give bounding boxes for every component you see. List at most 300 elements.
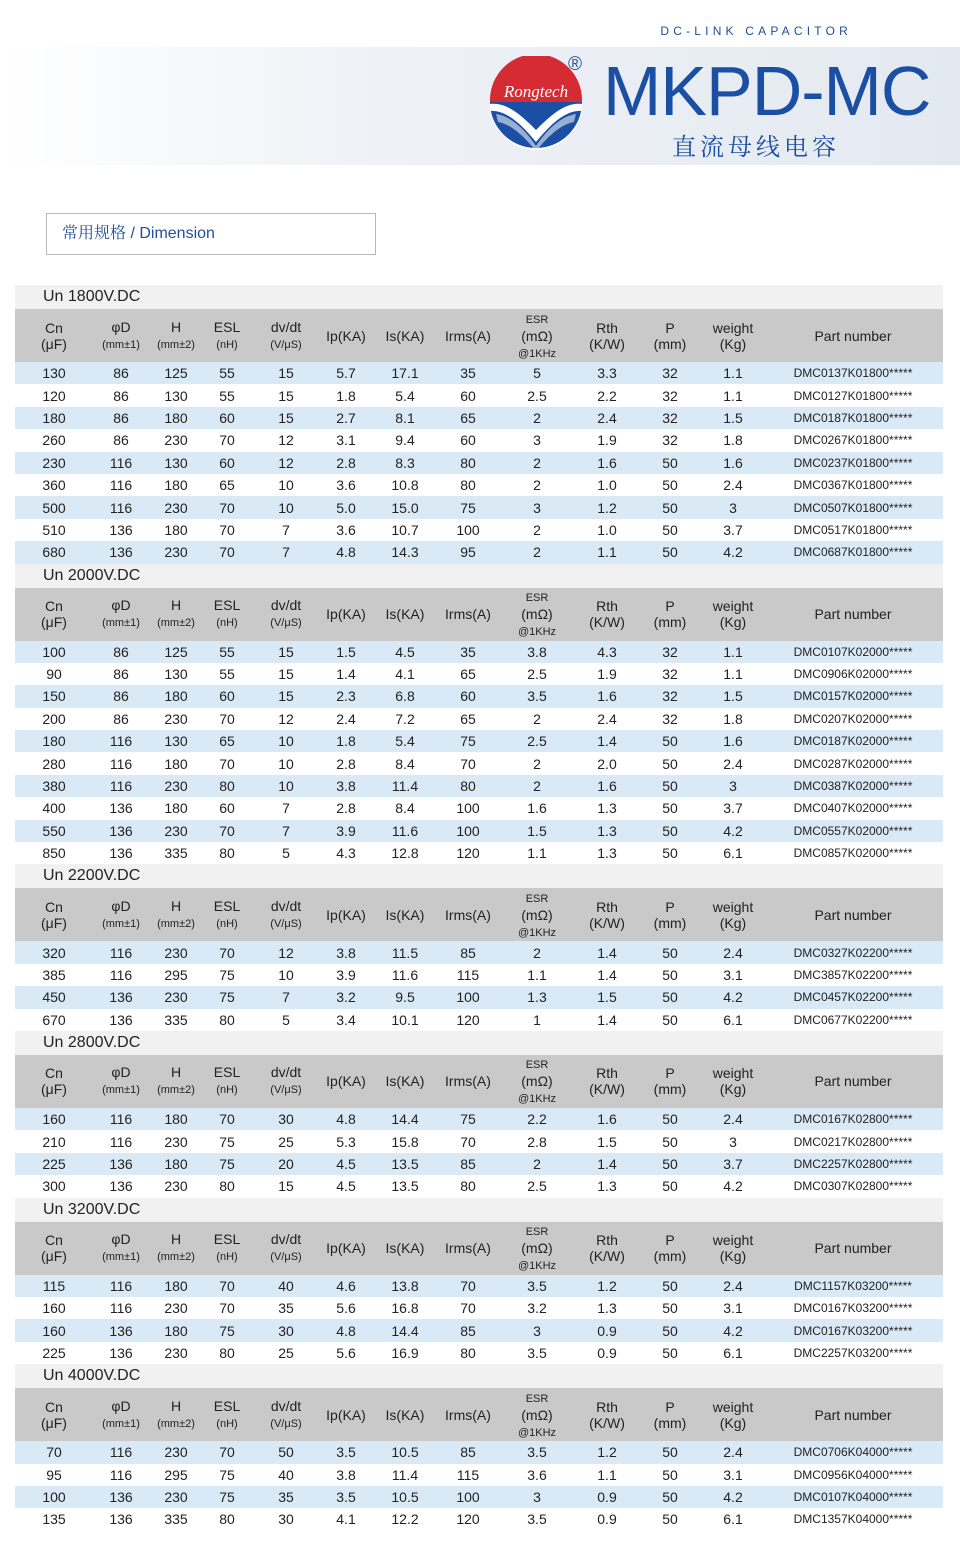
table-cell: 2.2 — [597, 387, 617, 404]
part-number-cell: DMC1157K03200***** — [794, 1278, 912, 1293]
table-cell: 85 — [460, 1444, 476, 1461]
table-cell: 2.7 — [336, 409, 356, 426]
table-cell: 136 — [109, 1011, 133, 1028]
table-row — [15, 1153, 943, 1175]
table-cell: 15.0 — [391, 499, 419, 516]
table-cell: 14.4 — [391, 1322, 419, 1339]
table-cell: 6.8 — [395, 688, 415, 705]
column-header — [371, 1055, 439, 1108]
table-row — [15, 1130, 943, 1152]
table-cell: 1.5 — [336, 643, 356, 660]
column-header-line: (nH) — [216, 1084, 238, 1097]
table-cell: 55 — [219, 643, 235, 660]
column-header — [93, 588, 149, 641]
table-cell: 1.6 — [527, 800, 547, 817]
table-cell: 4.8 — [336, 1322, 356, 1339]
table-cell: 70 — [219, 710, 235, 727]
table-cell: 1.8 — [723, 432, 743, 449]
column-header-line: (nH) — [216, 617, 238, 630]
column-header — [93, 309, 149, 362]
table-cell: 1.6 — [597, 778, 617, 795]
column-header-line: @1KHz — [517, 347, 557, 360]
column-header — [15, 1055, 93, 1108]
table-cell: 136 — [109, 822, 133, 839]
table-cell: 136 — [109, 521, 133, 538]
column-header — [321, 588, 371, 641]
table-cell: 230 — [164, 778, 188, 795]
spec-table — [15, 588, 943, 865]
column-header-line: Part number — [814, 1240, 892, 1257]
table-row — [15, 541, 943, 563]
column-header-line: (mm) — [653, 614, 687, 631]
column-header-line: (Kg) — [719, 914, 747, 931]
table-cell: 160 — [42, 1300, 66, 1317]
table-cell: 2.5 — [527, 387, 547, 404]
table-cell: 2.4 — [723, 1277, 743, 1294]
column-header-line: (V/μS) — [270, 1251, 302, 1264]
table-row — [15, 1342, 943, 1364]
table-cell: 65 — [219, 477, 235, 494]
table-cell: 12 — [278, 432, 294, 449]
table-cell: 2.3 — [336, 688, 356, 705]
table-cell: 2.5 — [527, 1178, 547, 1195]
table-cell: 1.3 — [597, 800, 617, 817]
spec-table — [15, 1222, 943, 1365]
table-cell: 1.1 — [527, 967, 547, 983]
table-cell: 1.2 — [597, 1277, 617, 1294]
part-number-cell: DMC0107K02000***** — [793, 644, 913, 659]
table-cell: 86 — [113, 688, 129, 705]
column-header — [15, 888, 93, 941]
table-cell: 3 — [533, 432, 541, 449]
table-cell: 70 — [219, 499, 235, 516]
part-number-cell: DMC0407K02000***** — [793, 801, 913, 816]
table-cell: 10.8 — [391, 477, 419, 494]
column-header-line: (Kg) — [719, 1081, 747, 1098]
column-header-line: (K/W) — [589, 1414, 625, 1431]
table-cell: 3.6 — [527, 1466, 547, 1483]
column-header — [251, 309, 321, 362]
table-cell: 60 — [460, 432, 476, 449]
table-cell: 116 — [109, 499, 133, 516]
table-cell: 6.1 — [723, 1344, 743, 1361]
table-cell: 7 — [282, 822, 290, 839]
table-cell: 50 — [662, 454, 678, 471]
part-number-cell: DMC0677K02200***** — [793, 1012, 913, 1027]
table-cell: 260 — [42, 432, 66, 449]
column-header-line: ESR — [525, 892, 549, 905]
column-header — [763, 1222, 943, 1275]
table-cell: 3.5 — [527, 1277, 547, 1294]
header-tagline: DC-LINK CAPACITOR — [660, 24, 852, 38]
column-header-line: (mm) — [653, 335, 687, 352]
column-header-line: (Kg) — [719, 335, 747, 352]
table-cell: 120 — [456, 845, 480, 862]
table-cell: 1.2 — [597, 499, 617, 516]
table-cell: 11.6 — [391, 822, 419, 839]
column-header — [577, 1055, 637, 1108]
table-cell: 10.5 — [391, 1489, 419, 1506]
table-cell: 35 — [278, 1489, 294, 1506]
table-cell: 50 — [662, 1155, 678, 1172]
table-cell: 0.9 — [597, 1344, 617, 1361]
table-cell: 1.1 — [597, 544, 617, 561]
logo-text: Rongtech — [503, 82, 569, 101]
table-cell: 136 — [109, 1155, 133, 1172]
table-cell: 2.4 — [723, 944, 743, 961]
table-cell: 70 — [219, 521, 235, 538]
table-cell: 5.4 — [395, 387, 415, 404]
table-cell: 80 — [219, 845, 235, 862]
table-cell: 136 — [109, 1344, 133, 1361]
table-cell: 9.4 — [395, 432, 415, 449]
table-cell: 3 — [533, 1489, 541, 1506]
table-cell: 50 — [662, 1344, 678, 1361]
table-cell: 180 — [164, 1111, 188, 1128]
table-cell: 50 — [662, 800, 678, 817]
column-header-line: (Kg) — [719, 1248, 747, 1265]
registered-mark: ® — [568, 54, 582, 75]
column-header-line: Cn — [45, 1065, 63, 1082]
table-cell: 7 — [282, 544, 290, 561]
part-number-cell: DMC3857K02200***** — [793, 968, 913, 982]
table-cell: 50 — [662, 1300, 678, 1317]
part-number-cell: DMC0287K02000***** — [793, 756, 913, 771]
table-cell: 150 — [42, 688, 66, 705]
table-cell: 70 — [460, 1277, 476, 1294]
column-header-line: Irms(A) — [445, 1073, 491, 1090]
column-header — [637, 309, 703, 362]
table-header-row — [15, 888, 943, 941]
table-cell: 3.7 — [723, 1155, 743, 1172]
table-row — [15, 1319, 943, 1341]
part-number-cell: DMC0167K03200***** — [793, 1323, 913, 1338]
table-cell: 180 — [164, 521, 188, 538]
part-number-cell: DMC0857K02000***** — [793, 846, 913, 861]
column-header-line: (nH) — [216, 1417, 238, 1430]
column-header — [763, 588, 943, 641]
table-cell: 116 — [109, 477, 133, 494]
table-cell: 1.0 — [597, 521, 617, 538]
column-header — [439, 1388, 497, 1441]
table-cell: 2 — [533, 544, 541, 561]
table-cell: 1.8 — [336, 387, 356, 404]
table-row — [15, 1175, 943, 1197]
brand-title: MKPD-MC — [603, 52, 931, 130]
column-header-line: ESR — [525, 1226, 549, 1239]
column-header-line: Irms(A) — [445, 1406, 491, 1423]
column-header — [577, 588, 637, 641]
table-cell: 125 — [164, 643, 188, 660]
voltage-group-title: Un 2200V.DC — [15, 864, 943, 888]
voltage-group-title: Un 4000V.DC — [15, 1364, 943, 1388]
table-cell: 70 — [219, 944, 235, 961]
table-cell: 1.8 — [336, 733, 356, 750]
table-cell: 1.1 — [723, 643, 743, 660]
column-header — [203, 1055, 251, 1108]
table-cell: 1.4 — [597, 967, 617, 983]
table-cell: 850 — [42, 845, 66, 862]
column-header-line: H — [170, 318, 182, 335]
table-cell: 136 — [109, 1511, 133, 1528]
column-header-line: (μF) — [41, 914, 67, 931]
column-header — [371, 1222, 439, 1275]
table-cell: 50 — [662, 845, 678, 862]
table-cell: 10 — [278, 733, 294, 750]
column-header-line: Ip(KA) — [326, 327, 366, 344]
table-cell: 1.1 — [597, 1466, 617, 1483]
table-cell: 8.1 — [395, 409, 415, 426]
column-header-line: (μF) — [41, 1414, 67, 1431]
table-cell: 180 — [164, 1155, 188, 1172]
table-cell: 680 — [42, 544, 66, 561]
table-cell: 7.2 — [395, 710, 415, 727]
column-header — [371, 1388, 439, 1441]
table-cell: 1.5 — [723, 409, 743, 426]
table-header-row — [15, 1388, 943, 1441]
column-header-line: (mΩ) — [521, 327, 553, 344]
table-cell: 136 — [109, 1178, 133, 1195]
table-cell: 180 — [164, 755, 188, 772]
column-header — [149, 309, 203, 362]
column-header-line: (Kg) — [719, 614, 747, 631]
table-cell: 2.4 — [723, 1111, 743, 1128]
table-cell: 60 — [460, 387, 476, 404]
table-cell: 85 — [460, 944, 476, 961]
table-cell: 116 — [109, 733, 133, 750]
column-header — [439, 1222, 497, 1275]
table-cell: 230 — [164, 1444, 188, 1461]
column-header-line: (nH) — [216, 917, 238, 930]
column-header — [149, 1388, 203, 1441]
table-cell: 115 — [42, 1277, 66, 1294]
table-cell: 16.9 — [391, 1344, 419, 1361]
part-number-cell: DMC0956K04000***** — [793, 1467, 913, 1482]
table-cell: 135 — [42, 1511, 66, 1528]
column-header-line: Is(KA) — [385, 1406, 425, 1423]
table-cell: 116 — [109, 1466, 133, 1483]
table-cell: 100 — [456, 521, 480, 538]
table-cell: 295 — [164, 967, 188, 983]
table-cell: 75 — [460, 733, 476, 750]
table-cell: 80 — [460, 1178, 476, 1195]
table-cell: 80 — [460, 1344, 476, 1361]
table-cell: 1.5 — [527, 822, 547, 839]
column-header-line: Is(KA) — [385, 606, 425, 623]
column-header-line: P — [665, 1232, 675, 1249]
column-header-line: Cn — [45, 598, 63, 615]
table-cell: 2.8 — [527, 1133, 547, 1150]
table-cell: 180 — [164, 1277, 188, 1294]
table-cell: 80 — [460, 477, 476, 494]
column-header-line: (V/μS) — [270, 338, 302, 351]
column-header — [703, 888, 763, 941]
table-cell: 2.8 — [336, 454, 356, 471]
table-row — [15, 362, 943, 384]
table-cell: 3 — [533, 1322, 541, 1339]
table-cell: 32 — [662, 432, 678, 449]
table-cell: 4.8 — [336, 544, 356, 561]
table-cell: 136 — [109, 989, 133, 1006]
column-header-line: (mΩ) — [521, 606, 553, 623]
column-header-line: (mΩ) — [521, 1073, 553, 1090]
table-cell: 136 — [109, 845, 133, 862]
table-cell: 1 — [533, 1011, 541, 1028]
table-cell: 1.9 — [597, 666, 617, 683]
table-cell: 60 — [219, 800, 235, 817]
table-cell: 3 — [729, 499, 737, 516]
column-header — [251, 1222, 321, 1275]
table-cell: 3 — [533, 499, 541, 516]
table-cell: 15 — [278, 1178, 294, 1195]
column-header-line: (mm±1) — [102, 338, 140, 351]
column-header — [203, 888, 251, 941]
part-number-cell: DMC2257K03200***** — [793, 1345, 913, 1360]
table-cell: 1.1 — [723, 365, 743, 382]
table-cell: 50 — [662, 1322, 678, 1339]
column-header-line: Ip(KA) — [326, 606, 366, 623]
table-cell: 50 — [662, 1466, 678, 1483]
table-cell: 2.4 — [723, 477, 743, 494]
table-cell: 75 — [219, 1133, 235, 1150]
column-header — [251, 1055, 321, 1108]
table-cell: 3.5 — [527, 688, 547, 705]
table-cell: 1.3 — [527, 989, 547, 1006]
table-row — [15, 663, 943, 685]
table-cell: 100 — [456, 822, 480, 839]
table-cell: 295 — [164, 1466, 188, 1483]
table-cell: 2.8 — [336, 800, 356, 817]
column-header — [439, 888, 497, 941]
table-cell: 3.4 — [336, 1011, 356, 1028]
table-cell: 7 — [282, 521, 290, 538]
table-cell: 510 — [42, 521, 66, 538]
table-cell: 116 — [109, 454, 133, 471]
section-label: 常用规格 / Dimension — [46, 213, 376, 255]
table-cell: 230 — [164, 944, 188, 961]
column-header-line: (K/W) — [589, 614, 625, 631]
column-header-line: (mm±1) — [102, 917, 140, 930]
table-cell: 2.5 — [527, 666, 547, 683]
column-header-line: (Kg) — [719, 1414, 747, 1431]
column-header — [93, 888, 149, 941]
table-cell: 8.4 — [395, 800, 415, 817]
table-cell: 3.5 — [336, 1444, 356, 1461]
table-cell: 50 — [662, 1133, 678, 1150]
table-cell: 3.6 — [336, 477, 356, 494]
part-number-cell: DMC0127K01800***** — [793, 388, 913, 403]
table-cell: 1.3 — [597, 822, 617, 839]
table-cell: 15 — [278, 643, 294, 660]
table-cell: 3.8 — [336, 944, 356, 961]
table-cell: 3.8 — [527, 643, 547, 660]
table-cell: 2 — [533, 477, 541, 494]
column-header-line: dv/dt — [270, 597, 302, 614]
part-number-cell: DMC0507K01800***** — [793, 500, 913, 515]
part-number-cell: DMC1357K04000***** — [793, 1512, 913, 1527]
table-cell: 70 — [219, 755, 235, 772]
part-number-cell: DMC0167K02800***** — [793, 1112, 913, 1127]
table-cell: 3.5 — [527, 1511, 547, 1528]
table-cell: 15.8 — [391, 1133, 419, 1150]
table-cell: 180 — [42, 733, 66, 750]
column-header — [321, 309, 371, 362]
table-cell: 3.1 — [723, 1300, 743, 1317]
table-cell: 1.6 — [597, 688, 617, 705]
table-cell: 7 — [282, 989, 290, 1006]
table-cell: 35 — [460, 643, 476, 660]
table-cell: 100 — [456, 800, 480, 817]
column-header-line: (mm) — [653, 1248, 687, 1265]
table-row — [15, 1297, 943, 1319]
voltage-group-title: Un 1800V.DC — [15, 285, 943, 309]
column-header — [637, 1388, 703, 1441]
column-header-line: Is(KA) — [385, 906, 425, 923]
table-cell: 15 — [278, 688, 294, 705]
table-cell: 1.3 — [597, 1178, 617, 1195]
table-cell: 136 — [109, 1322, 133, 1339]
table-row — [15, 964, 943, 986]
column-header-line: @1KHz — [517, 626, 557, 639]
table-cell: 1.0 — [597, 477, 617, 494]
spec-table — [15, 888, 943, 1031]
column-header-line: weight — [712, 898, 754, 915]
column-header-line: ESL — [213, 1397, 241, 1414]
part-number-cell: DMC2257K02800***** — [793, 1156, 913, 1171]
table-cell: 75 — [460, 499, 476, 516]
column-header-line: (V/μS) — [270, 917, 302, 930]
column-header — [371, 888, 439, 941]
column-header-line: (nH) — [216, 1251, 238, 1264]
table-cell: 3.8 — [336, 1466, 356, 1483]
table-cell: 1.5 — [597, 989, 617, 1006]
table-cell: 60 — [219, 688, 235, 705]
column-header — [15, 1388, 93, 1441]
table-cell: 50 — [662, 499, 678, 516]
table-cell: 3.9 — [336, 967, 356, 983]
column-header-line: Rth — [596, 1065, 618, 1082]
table-cell: 1.1 — [527, 845, 547, 862]
column-header — [439, 588, 497, 641]
table-cell: 55 — [219, 666, 235, 683]
column-header-line: @1KHz — [517, 1093, 557, 1106]
table-cell: 450 — [42, 989, 66, 1006]
table-cell: 70 — [460, 755, 476, 772]
table-cell: 10 — [278, 967, 294, 983]
table-cell: 40 — [278, 1277, 294, 1294]
voltage-group-title: Un 2000V.DC — [15, 564, 943, 588]
table-cell: 1.4 — [597, 944, 617, 961]
table-cell: 86 — [113, 387, 129, 404]
column-header-line: (mm±1) — [102, 1417, 140, 1430]
table-cell: 550 — [42, 822, 66, 839]
column-header-line: dv/dt — [270, 897, 302, 914]
table-cell: 180 — [42, 409, 66, 426]
part-number-cell: DMC0706K04000***** — [793, 1445, 913, 1460]
table-cell: 5.6 — [336, 1344, 356, 1361]
table-cell: 86 — [113, 365, 129, 382]
table-cell: 120 — [42, 387, 66, 404]
table-cell: 2.0 — [597, 755, 617, 772]
table-row — [15, 1275, 943, 1297]
table-row — [15, 685, 943, 707]
table-cell: 0.9 — [597, 1489, 617, 1506]
column-header-line: P — [665, 1398, 675, 1415]
table-cell: 1.6 — [723, 733, 743, 750]
table-header-row — [15, 1055, 943, 1108]
table-cell: 3.3 — [597, 365, 617, 382]
table-cell: 50 — [662, 544, 678, 561]
